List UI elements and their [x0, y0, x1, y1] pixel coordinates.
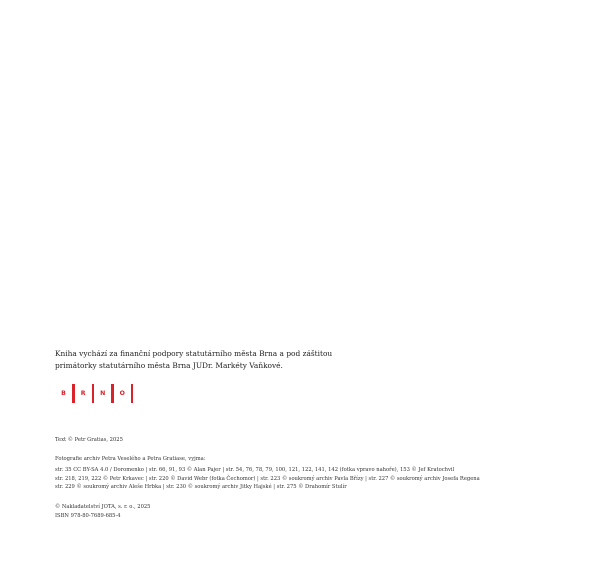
brno-logo-letter: N: [100, 390, 106, 397]
isbn: ISBN 978-80-7689-685-4: [55, 512, 121, 519]
photo-credit-heading: Fotografie archiv Petra Veselého a Petra Gratiase, vyjma:: [55, 456, 206, 462]
publisher-copyright: © Nakladatelství JOTA, s. r. o., 2025: [55, 504, 151, 510]
brno-logo-letter: R: [80, 390, 86, 397]
photo-credit-list: [55, 466, 480, 492]
brno-logo: [55, 384, 133, 403]
brno-logo-letter: O: [119, 390, 125, 397]
photo-credit-line: str. 35 CC BY-SA 4.0 / Doromenko | str. 66, 91, 93 © Alan Pajer | str. 54, 76, 78, 79, 100, 121, 122, 141, 142 (fotka vpravo nahoře), 153 © Jef Kratochvil: [55, 467, 455, 473]
funding-statement-line: Kniha vychází za finanční podpory statutárního města Brna a pod záštitou: [55, 349, 333, 358]
funding-statement: [55, 348, 395, 372]
funding-statement-line: primátorky statutárního města Brna JUDr. Markéty Vaňkové.: [55, 361, 283, 370]
photo-credit-line: str. 229 © soukromý archiv Aleše Hrbka | str. 230 © soukromý archiv Jitky Hajské | str. 275 © Drahomír Stulír: [55, 484, 347, 491]
brno-logo-letter: B: [61, 390, 66, 397]
publisher-info: [55, 503, 150, 520]
text-credit: Text © Petr Gratias, 2025: [55, 437, 123, 443]
brno-logo-bar: [131, 384, 134, 403]
photo-credit-line: str. 218, 219, 222 © Petr Krkavec | str. 220 © David Webr (fotka Čechomor) | str. 223 © soukromý archiv Pavla Břízy | str. 227 © soukromý archiv Josefa Regena: [55, 475, 480, 482]
